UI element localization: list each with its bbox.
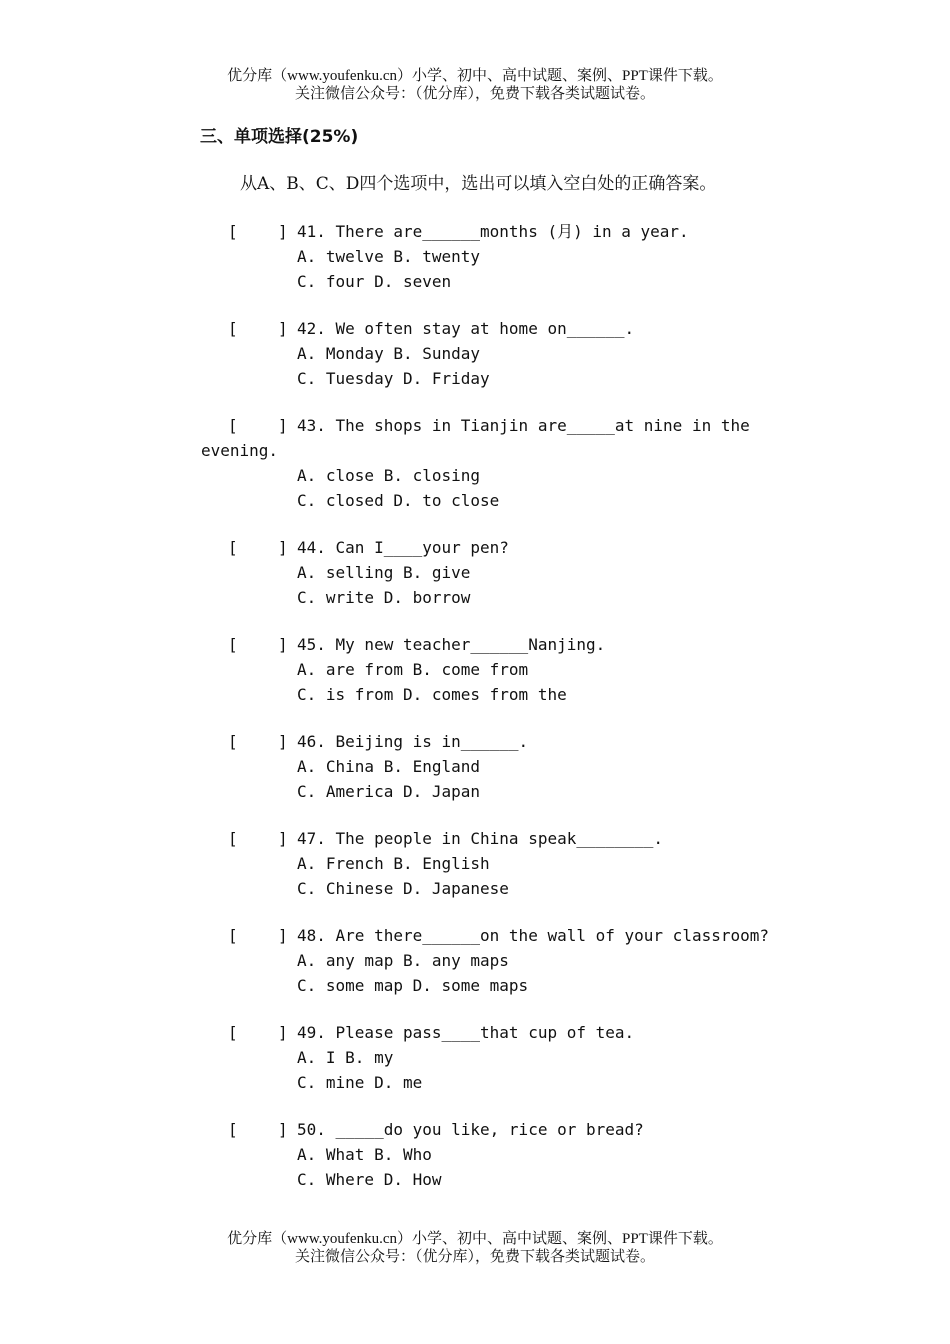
answer-bracket-open: [ <box>228 1120 238 1139</box>
options-c-d: C. Where D. How <box>297 1170 442 1189</box>
question-47 <box>0 826 950 901</box>
answer-bracket-open: [ <box>228 416 238 435</box>
question-48 <box>0 923 950 998</box>
answer-bracket-close: ] <box>278 926 288 945</box>
question-50 <box>0 1117 950 1192</box>
question-stem: 43. The shops in Tianjin are_____at nine in the <box>297 416 750 435</box>
question-45 <box>0 632 950 707</box>
page-footer <box>0 1230 950 1266</box>
section-instruction: 从A、B、C、D四个选项中，选出可以填入空白处的正确答案。 <box>240 174 717 194</box>
footer-line-1: 优分库（www.youfenku.cn）小学、初中、高中试题、案例、PPT课件下载。 <box>227 1231 723 1247</box>
answer-bracket-open: [ <box>228 732 238 751</box>
answer-bracket-close: ] <box>278 222 288 241</box>
options-c-d: C. mine D. me <box>297 1073 423 1092</box>
question-stem: 47. The people in China speak________. <box>297 829 664 848</box>
options-a-b: A. French B. English <box>297 854 490 873</box>
options-a-b: A. are from B. come from <box>297 660 529 679</box>
options-c-d: C. closed D. to close <box>297 491 500 510</box>
answer-bracket-close: ] <box>278 635 288 654</box>
answer-bracket-open: [ <box>228 829 238 848</box>
answer-bracket-open: [ <box>228 222 238 241</box>
question-stem: 42. We often stay at home on______. <box>297 319 635 338</box>
options-c-d: C. is from D. comes from the <box>297 685 567 704</box>
question-stem: 41. There are______months (月) in a year. <box>297 222 689 241</box>
options-c-d: C. four D. seven <box>297 272 452 291</box>
question-stem: 44. Can I____your pen? <box>297 538 509 557</box>
options-a-b: A. What B. Who <box>297 1145 432 1164</box>
options-c-d: C. Chinese D. Japanese <box>297 879 509 898</box>
options-c-d: C. write D. borrow <box>297 588 471 607</box>
question-stem: 49. Please pass____that cup of tea. <box>297 1023 635 1042</box>
header-line-1: 优分库（www.youfenku.cn）小学、初中、高中试题、案例、PPT课件下载。 <box>227 68 723 84</box>
answer-bracket-close: ] <box>278 829 288 848</box>
answer-bracket-close: ] <box>278 1023 288 1042</box>
options-a-b: A. China B. England <box>297 757 481 776</box>
header-line-2: 关注微信公众号：（优分库），免费下载各类试题试卷。 <box>294 86 655 102</box>
answer-bracket-close: ] <box>278 538 288 557</box>
options-a-b: A. any map B. any maps <box>297 951 509 970</box>
options-a-b: A. selling B. give <box>297 563 471 582</box>
answer-bracket-close: ] <box>278 416 288 435</box>
answer-bracket-open: [ <box>228 538 238 557</box>
options-c-d: C. America D. Japan <box>297 782 481 801</box>
options-c-d: C. Tuesday D. Friday <box>297 369 490 388</box>
options-a-b: A. twelve B. twenty <box>297 247 481 266</box>
question-stem: 50. _____do you like, rice or bread? <box>297 1120 644 1139</box>
question-44 <box>0 535 950 610</box>
answer-bracket-open: [ <box>228 319 238 338</box>
page-header <box>0 67 950 103</box>
answer-bracket-open: [ <box>228 1023 238 1042</box>
question-stem: 45. My new teacher______Nanjing. <box>297 635 606 654</box>
question-42 <box>0 316 950 391</box>
options-a-b: A. I B. my <box>297 1048 394 1067</box>
section-title: 三、单项选择(25%) <box>200 127 359 147</box>
question-stem: 48. Are there______on the wall of your classroom? <box>297 926 770 945</box>
answer-bracket-close: ] <box>278 1120 288 1139</box>
answer-bracket-open: [ <box>228 926 238 945</box>
question-49 <box>0 1020 950 1095</box>
options-a-b: A. Monday B. Sunday <box>297 344 481 363</box>
question-43 <box>0 413 950 513</box>
question-46 <box>0 729 950 804</box>
answer-bracket-open: [ <box>228 635 238 654</box>
question-stem-continuation: evening. <box>201 441 279 460</box>
options-c-d: C. some map D. some maps <box>297 976 529 995</box>
footer-line-2: 关注微信公众号：（优分库），免费下载各类试题试卷。 <box>294 1249 655 1265</box>
question-41 <box>0 219 950 294</box>
answer-bracket-close: ] <box>278 732 288 751</box>
question-stem: 46. Beijing is in______. <box>297 732 529 751</box>
options-a-b: A. close B. closing <box>297 466 481 485</box>
answer-bracket-close: ] <box>278 319 288 338</box>
